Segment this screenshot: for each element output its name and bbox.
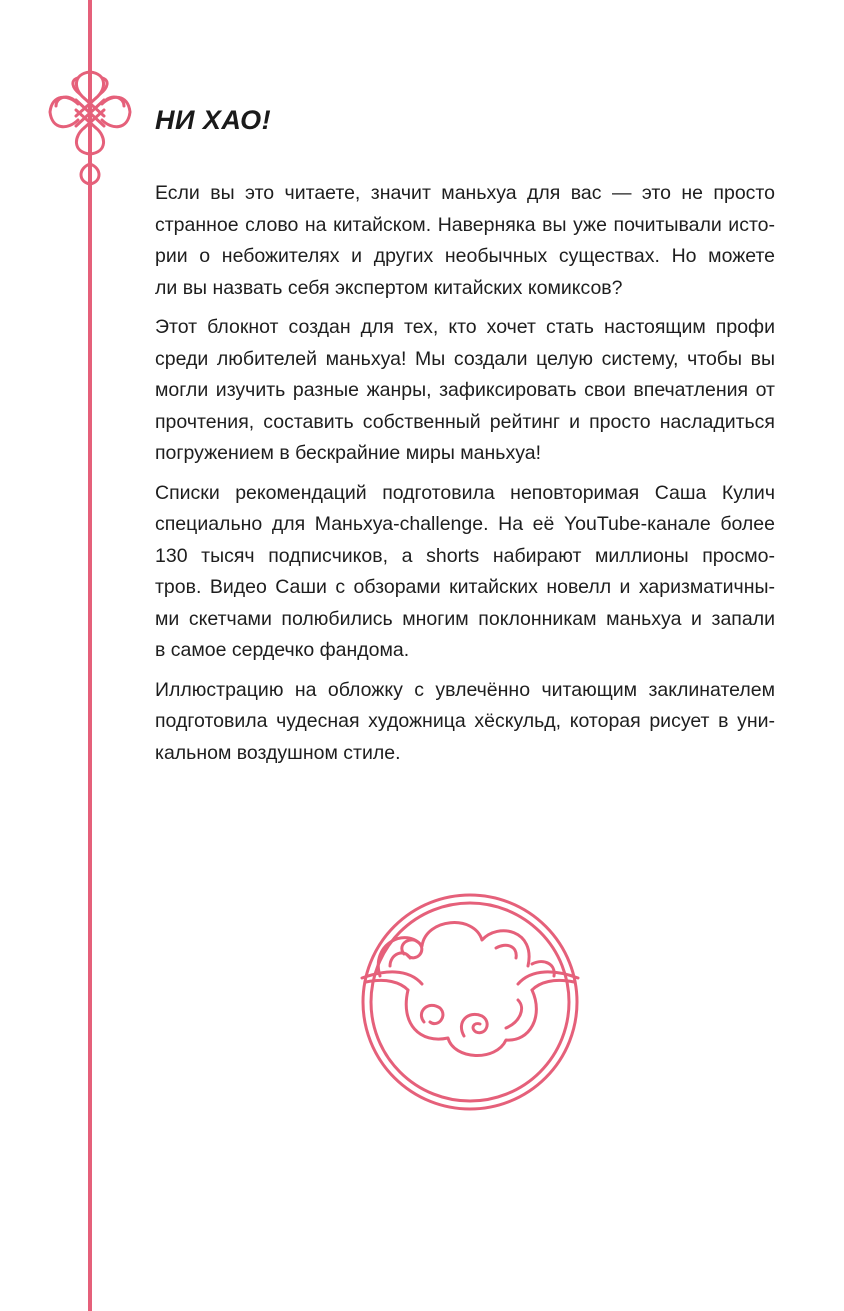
paragraph-2 xyxy=(155,312,775,470)
text-line: прочтения, составить собственный рейтинг и просто насладиться xyxy=(155,410,775,433)
text-line: тров. Видео Саши с обзорами китайских новелл и харизматичны- xyxy=(155,576,775,598)
text-line: рии о небожителях и других необычных существах. Но можете xyxy=(155,245,775,267)
vertical-accent-line xyxy=(88,0,92,1311)
paragraph-4 xyxy=(155,675,775,770)
page-title: НИ ХАО! xyxy=(155,105,272,135)
text-line: среди любителей маньхуа! Мы создали целую систему, чтобы вы xyxy=(155,347,775,370)
text-line: ли вы назвать себя экспертом китайских комиксов? xyxy=(155,276,623,299)
text-line: специально для Маньхуа-challenge. На её YouTube-канале более xyxy=(155,513,775,535)
auspicious-cloud-emblem-icon xyxy=(350,882,590,1122)
text-line: странное слово на китайском. Наверняка вы уже почитывали исто- xyxy=(155,213,775,236)
text-line: кальном воздушном стиле. xyxy=(155,741,401,764)
paragraph-3 xyxy=(155,478,775,667)
text-line: Иллюстрацию на обложку с увлечённо читающим заклинателем xyxy=(155,678,775,701)
text-line: ми скетчами полюбились многим поклонникам маньхуа и запали xyxy=(155,607,775,630)
text-line: подготовила чудесная художница хёскульд, которая рисует в уни- xyxy=(155,710,775,732)
text-line: погружением в бескрайние миры маньхуа! xyxy=(155,442,541,464)
endless-knot-icon xyxy=(44,64,136,188)
paragraph-1 xyxy=(155,178,775,304)
text-line: могли изучить разные жанры, зафиксировать свои впечатления от xyxy=(155,379,775,401)
text-line: в самое сердечко фандома. xyxy=(155,639,410,661)
text-line: Этот блокнот создан для тех, кто хочет стать настоящим профи xyxy=(155,316,775,338)
text-line: 130 тысяч подписчиков, а shorts набирают миллионы просмо- xyxy=(155,544,775,567)
text-line: Если вы это читаете, значит маньхуа для вас — это не просто xyxy=(155,182,775,204)
body-text xyxy=(155,178,775,777)
text-line: Списки рекомендаций подготовила неповторимая Саша Кулич xyxy=(155,481,775,504)
